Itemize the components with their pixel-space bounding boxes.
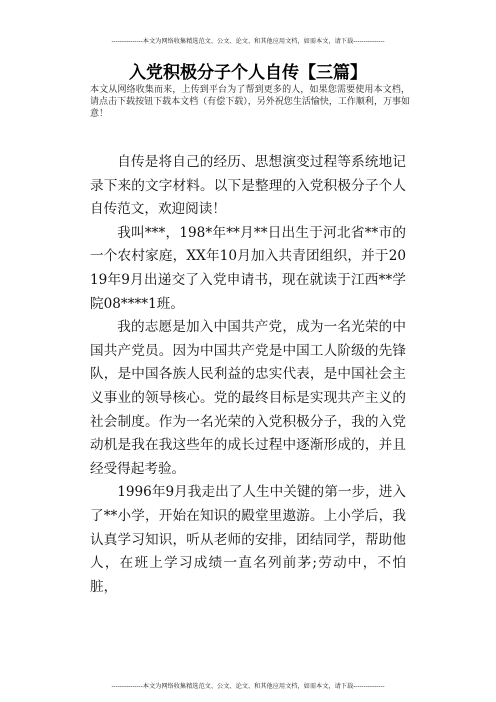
body-paragraph: 我叫***，198*年**月**日出生于河北省**市的一个农村家庭，XX年10月加入共青团组织，并于2019年9月出递交了入党申请书，现在就读于江西**学院08****1班。 bbox=[90, 224, 406, 312]
document-title: 入党积极分子个人自传【三篇】 bbox=[129, 63, 367, 83]
page-footer: ---------------本文为网络收集精选范文、公文、论文、和其他应用文档，如需本文，请下载--------------- bbox=[111, 683, 385, 690]
body-paragraph: 自传是将自己的经历、思想演变过程等系统地记录下来的文字材料。以下是整理的入党积极分子个人自传范文，欢迎阅读！ bbox=[90, 154, 406, 218]
download-notice: 本文从网络收集而来，上传到平台为了帮到更多的人，如果您需要使用本文档，请点击下载按钮下载本文档（有偿下载），另外祝您生活愉快，工作顺利，万事如意！ bbox=[90, 85, 410, 119]
document-body bbox=[90, 151, 406, 599]
body-paragraph: 1996年9月我走出了人生中关键的第一步，进入了**小学，开始在知识的殿堂里遨游。上小学后，我认真学习知识，听从老师的安排，团结同学，帮助他人，在班上学习成绩一直名列前茅;劳动中，不怕脏， bbox=[90, 484, 406, 595]
body-paragraph: 我的志愿是加入中国共产党，成为一名光荣的中国共产党员。因为中国共产党是中国工人阶级的先锋队，是中国各族人民利益的忠实代表，是中国社会主义事业的领导核心。党的最终目标是实现共产主义的社会制度。作为一名光荣的入党积极分子，我的入党动机是我在我这些年的成长过程中逐渐形成的，并且经受得起考验。 bbox=[90, 319, 406, 477]
page-header: ---------------本文为网络收集精选范文、公文、论文、和其他应用文档，如需本文，请下载--------------- bbox=[111, 38, 385, 45]
